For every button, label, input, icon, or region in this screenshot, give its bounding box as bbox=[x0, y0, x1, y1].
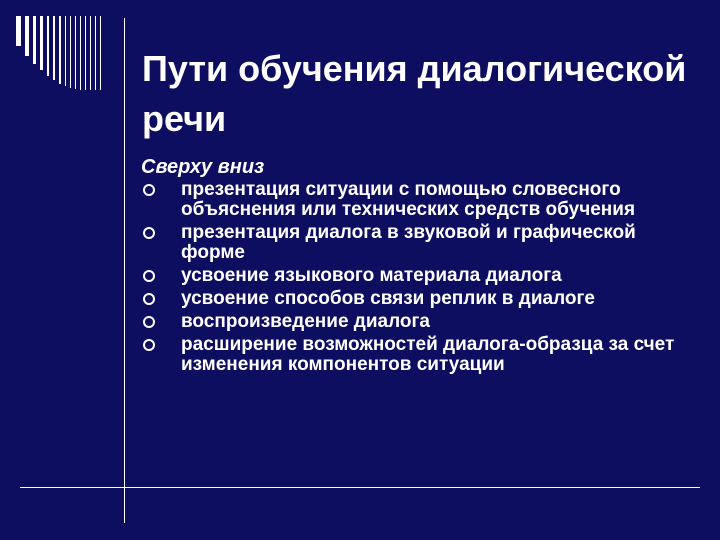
list-item-text: расширение возможностей диалога-образца за счет изменения компонентов ситуации bbox=[181, 334, 675, 375]
horizontal-divider-line bbox=[20, 487, 700, 488]
hollow-circle-bullet-icon bbox=[143, 270, 155, 282]
list-item-text: усвоение способов связи реплик в диалоге bbox=[181, 288, 595, 309]
slide-content bbox=[141, 156, 701, 378]
list-item-text: воспроизведение диалога bbox=[181, 311, 431, 332]
list-item bbox=[141, 289, 701, 309]
list-item bbox=[141, 312, 701, 332]
list-item-text: презентация ситуации с помощью словесного объяснения или технических средств обучения bbox=[181, 179, 636, 220]
hollow-circle-bullet-icon bbox=[143, 293, 155, 305]
list-item bbox=[141, 335, 701, 375]
list-item bbox=[141, 223, 701, 263]
list-item-text: презентация диалога в звуковой и графической форме bbox=[181, 222, 636, 263]
list-item bbox=[141, 180, 701, 220]
hollow-circle-bullet-icon bbox=[143, 227, 155, 239]
slide-subtitle: Сверху вниз bbox=[141, 156, 265, 178]
slide-title: Пути обучения диалогической речи bbox=[142, 48, 687, 139]
hollow-circle-bullet-icon bbox=[143, 184, 155, 196]
list-item-text: усвоение языкового материала диалога bbox=[181, 265, 562, 286]
list-item bbox=[141, 266, 701, 286]
bullet-list bbox=[141, 180, 701, 375]
vertical-divider-line bbox=[124, 18, 125, 523]
hollow-circle-bullet-icon bbox=[143, 339, 155, 351]
hollow-circle-bullet-icon bbox=[143, 316, 155, 328]
